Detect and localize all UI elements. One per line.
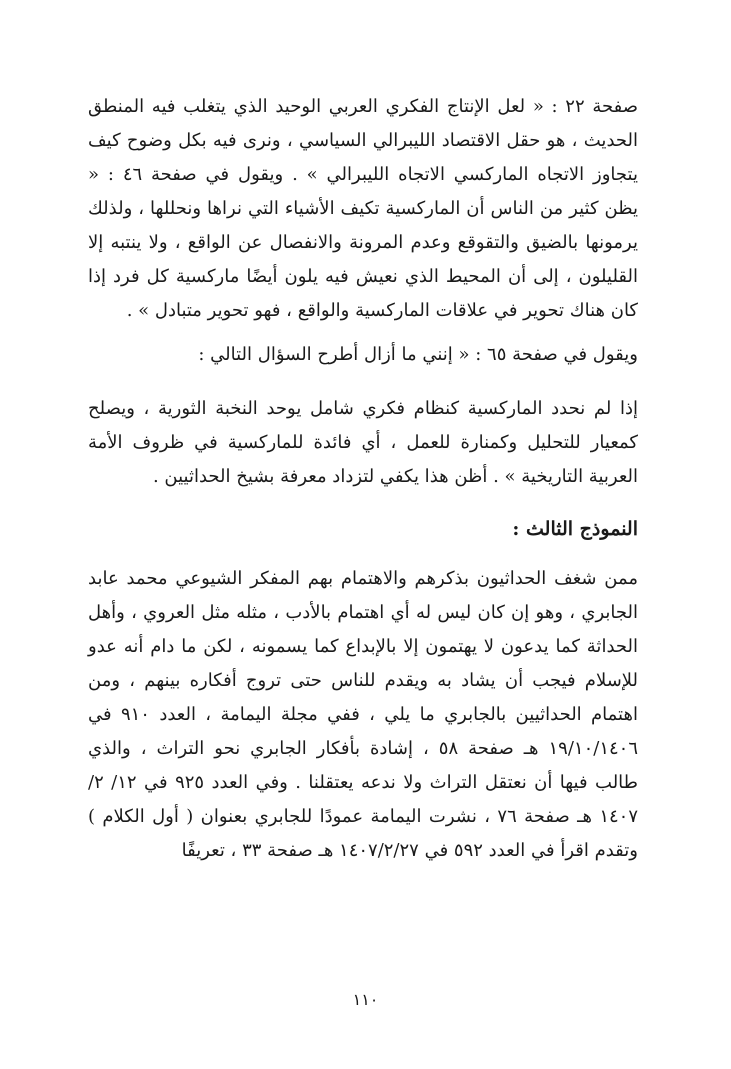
page-body [88,90,638,868]
paragraph-quote-page-65-body: إذا لم نحدد الماركسية كنظام فكري شامل يوحد النخبة الثورية ، ويصلح كمعيار للتحليل وكمنارة للعمل ، أي فائدة للماركسية في ظروف الأمة العربية التاريخية » . أظن هذا يكفي لتزداد معرفة بشيخ الحداثيين . [88,398,638,487]
paragraph-quote-page-65-intro: ويقول في صفحة ٦٥ : « إنني ما أزال أطرح السؤال التالي : [198,344,638,365]
paragraph-jabiri: ممن شغف الحداثيون بذكرهم والاهتمام بهم المفكر الشيوعي محمد عابد الجابري ، وهو إن كان ليس له أي اهتمام بالأدب ، مثله مثل العروي ، وأهل الحداثة كما يدعون لا يهتمون إلا بالإبداع كما يسمونه ، لكن ما دام أنه عدو للإسلام فيجب أن يشاد به ويقدم للناس حتى تروج أفكاره بينهم ، ومن اهتمام الحداثيين بالجابري ما يلي ، ففي مجلة اليمامة ، العدد ٩١٠ في ١٩/١٠/١٤٠٦ هـ صفحة ٥٨ ، إشادة بأفكار الجابري نحو التراث ، والذي طالب فيها أن نعتقل التراث ولا ندعه يعتقلنا . وفي العدد ٩٢٥ في ١٢/ ٢/ ١٤٠٧ هـ صفحة ٧٦ ، نشرت اليمامة عمودًا للجابري بعنوان ( أول الكلام ) وتقدم اقرأ في العدد ٥٩٢ في ١٤٠٧/٢/٢٧ هـ صفحة ٣٣ ، تعريفًا [88,568,638,861]
page-number: ١١٠ [352,990,379,1009]
paragraph-quote-pages-22-46: صفحة ٢٢ : « لعل الإنتاج الفكري العربي الوحيد الذي يتغلب فيه المنطق الحديث ، هو حقل الاقتصاد الليبرالي السياسي ، ونرى فيه بكل وضوح كيف يتجاوز الاتجاه الماركسي الاتجاه الليبرالي » . ويقول في صفحة ٤٦ : « يظن كثير من الناس أن الماركسية تكيف الأشياء التي نراها ونحللها ، ولذلك يرمونها بالضيق والتقوقع وعدم المرونة والانفصال عن الواقع ، ولا ينتبه إلا القليلون ، إلى أن المحيط الذي نعيش فيه يلون أيضًا ماركسية كل فرد إذا كان هناك تحوير في علاقات الماركسية والواقع ، فهو تحوير متبادل » . [88,96,638,321]
section-heading: النموذج الثالث : [512,518,638,540]
